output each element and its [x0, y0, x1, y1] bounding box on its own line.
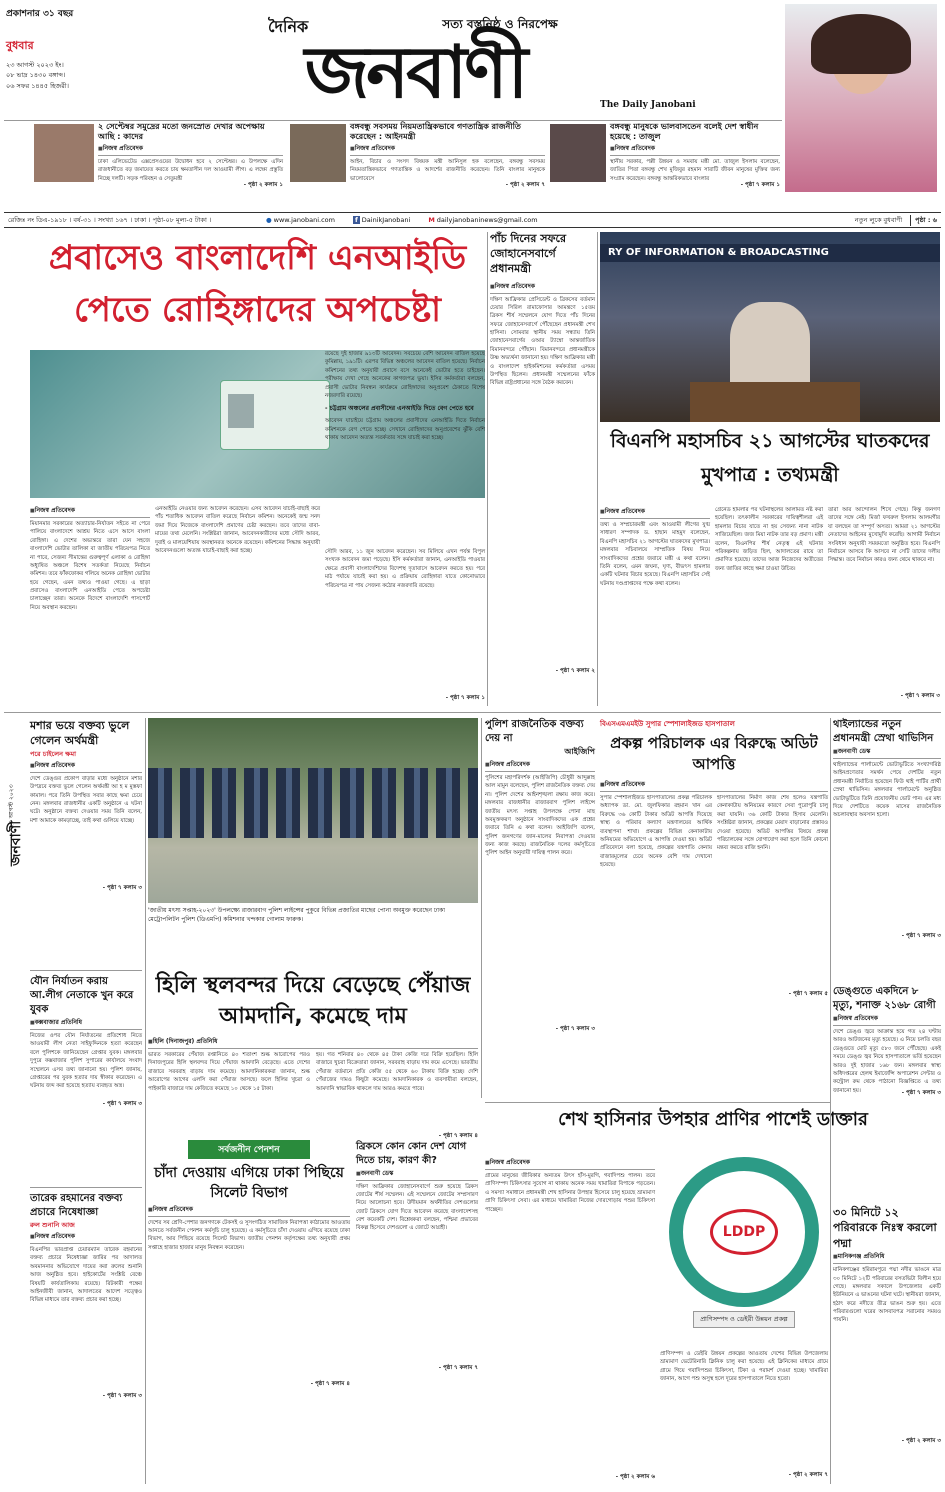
bnp-col1: [600, 506, 710, 706]
side-logo: জনবাণী: [8, 820, 24, 866]
teaser1-body: ঢাকা এলিভেটেড এক্সপ্রেসওয়ের উদ্বোধন হবে ২ সেপ্টেম্বর। এ উপলক্ষে এদিন রাজধানীতে বড় জমায়েত করতে চায় ক্ষমতাসীন দল আওয়ামী লীগ। এ লক্ষ্যে প্রস্তুতি নিচ্ছে দলটি। সড়ক পরিবহন ও সেতুমন্ত্রী: [98, 158, 283, 182]
page-number: পৃষ্ঠা : ৬: [910, 215, 937, 226]
teaser2-body: আইন, বিচার ও সংসদ বিষয়ক মন্ত্রী আনিসুল হক বলেছেন, বঙ্গবন্ধু সবসময় নিয়মতান্ত্রিকভাবে গণতান্ত্রিক ও আদর্শের রাজনীতি করেছেন। তিনি বাংলার মানুষকে ভালোবেসে: [350, 158, 545, 182]
pm-story: [490, 232, 595, 692]
police-headline: পুলিশ রাজনৈতিক বক্তব্য দেয় না: [485, 719, 584, 744]
bsmmu-cont: - পৃষ্ঠা ৭ কলাম ৫: [788, 991, 828, 997]
padma-body: মানিকগঞ্জের হরিরামপুরে পদ্মা নদীর ভাঙনে মাত্র ৩০ মিনিটে ১২টি পরিবারের বসতভিটা বিলীন হয়ে গেছে। মঙ্গলবার সকালে উপজেলার একটি ইউনিয়নে এ ভাঙনের ঘটনা ঘটে। স্থানীয়রা জানান, হঠাৎ করে নদীতে তীব্র ভাঙন শুরু হয়। এতে পরিবারগুলো ঘরের আসবাবপত্র সরানোর সময়ও পায়নি।: [833, 1267, 941, 1324]
hasina-headline: শেখ হাসিনার উপহার প্রাণির পাশেই ডাক্তার: [558, 1109, 868, 1130]
tagline: নতুন লুকে বুধবাণী: [854, 215, 903, 224]
tarek-sub: রুল শুনানি আজ: [30, 1221, 75, 1229]
rape-headline: যৌন নির্যাতন করায় আ.লীগ নেতাকে খুন করে যুবক: [30, 976, 134, 1015]
police-cont: - পৃষ্ঠা ৭ কলাম ৩: [555, 1026, 595, 1032]
lead-col4: [325, 548, 485, 708]
padma-reporter: ■ মানিকগঞ্জ প্রতিনিধি: [833, 1251, 941, 1264]
registration-text: রেজিঃ নং ডিএ-১৯১৮ । বর্ষ-৩১ । সংখ্যা ১৬৭ । ঢাকা । পৃষ্ঠা-০৮ মূল্য-৫ টাকা ।: [8, 215, 212, 224]
thai-body: থাইল্যান্ডের পার্লামেন্টে ভোটাভুটিতে সংখ্যাগরিষ্ঠ আইনপ্রণেতার সমর্থন পেয়ে দেশটির নতুন প্রধানমন্ত্রী নির্বাচিত হয়েছেন ফিউ থাই পার্টির প্রার্থী স্রেথা থাভিসিন। মঙ্গলবার পার্লামেন্টে অনুষ্ঠিত ভোটাভুটিতে তিনি প্রয়োজনীয় ভোট পান। এর মধ্য দিয়ে দেশটিতে কয়েক মাসের রাজনৈতিক অচলাবস্থার অবসান হলো।: [833, 762, 941, 819]
bnp-cont: - পৃষ্ঠা ৭ কলাম ৩: [900, 693, 940, 699]
masthead-dates: [6, 6, 116, 118]
date-bangla: ০৮ ভাদ্র ১৪৩০ বঙ্গাব্দ।: [6, 71, 66, 80]
banner-text: RY OF INFORMATION & BROADCASTING: [600, 244, 940, 262]
ad-portrait-photo: [785, 4, 937, 192]
rule: [145, 718, 146, 1484]
lead-col1: [30, 505, 150, 705]
teaser2: [350, 122, 545, 194]
newspaper-logo: [215, 26, 615, 118]
teaser2-headline: বঙ্গবন্ধু সবসময় নিয়মতান্ত্রিকভাবে গণতান্ত্রিক রাজনীতি করেছেন : আইনমন্ত্রী: [350, 122, 521, 142]
teaser3-reporter: ■ নিজস্ব প্রতিবেদক: [610, 143, 780, 156]
dengue-cont: - পৃষ্ঠা ৭ কলাম ৩: [901, 1090, 941, 1096]
padma-story: [833, 1205, 941, 1485]
brics-body: দক্ষিণ আফ্রিকার জোহানেসবার্গে শুরু হয়েছে ব্রিকস জোটের শীর্ষ সম্মেলন। এই সম্মেলনে জোটের সম্প্রসারণ নিয়ে আলোচনা হবে। উদীয়মান অর্থনীতির দেশগুলোর জোট ব্রিকসে যোগ দিতে আবেদন করেছে বাংলাদেশসহ বেশ কয়েকটি দেশ। বিশ্লেষকরা বলছেন, পশ্চিমা প্রভাবের বিকল্প হিসেবে দেশগুলো এ জোটে আগ্রহী।: [356, 1183, 478, 1232]
rape-cont: - পৃষ্ঠা ৭ কলাম ৩: [102, 1101, 142, 1107]
teaser1-headline: ২ সেপ্টেম্বর সমুদ্রের মতো জনস্রোত দেখার অপেক্ষায় আছি : কাদের: [98, 122, 265, 142]
hili-cont: - পৃষ্ঠা ৭ কলাম ৪: [438, 1133, 478, 1139]
hili-body-col2: হয়। গত শনিবার ৪০ থেকে ৪৫ টাকা কেজি দরে বিক্রি হয়েছিল। হিলি বাজারে খুচরা বিক্রেতারা জানান, সরবরাহ বাড়ায় দাম কমে এসেছে। ভারতীয় পেঁয়াজ বর্তমানে প্রতি কেজি ৫৫ থেকে ৬০ টাকায় বিক্রি হচ্ছে। দেশি পেঁয়াজের দামও কিছুটা কমেছে। আমদানিকারক ও ব্যবসায়ীরা বলছেন, আমদানি স্বাভাবিক থাকলে দাম আরও কমতে পারে।: [316, 1052, 478, 1092]
padma-headline: ৩০ মিনিটে ১২ পরিবারকে নিঃস্ব করলো পদ্মা: [833, 1206, 937, 1250]
police-story: [485, 718, 595, 1032]
lead-col2: [155, 505, 320, 705]
finance-story: [30, 718, 142, 958]
rule: [830, 718, 831, 1484]
teaser1-photo: [34, 124, 94, 182]
rape-story: [30, 975, 142, 1107]
date-hijri: ০৬ সফর ১৪৪৫ হিজরী।: [6, 81, 69, 90]
teaser2-cont: - পৃষ্ঠা ২ কলাম ৭: [505, 181, 545, 188]
bnp-body-col3: তারা আর আন্দোলন শিখে গেছে। কিন্তু জনগণ তাদের সঙ্গে নেই। মির্জা ফখরুল ইসলাম আলমগীর যা বলছেন তা সম্পূর্ণ অসত্য। আমরা ২১ আগস্টের নেতাদের আইনের মুখোমুখি করেছি। আগামী নির্বাচন সংবিধান অনুযায়ী সময়মতো অনুষ্ঠিত হবে। বিএনপি নির্বাচনে আসবে কি আসবে না সেটি তাদের দলীয় সিদ্ধান্ত। তবে নির্বাচন কারও জন্য থেমে থাকবে না।: [828, 507, 940, 564]
finance-cont: - পৃষ্ঠা ৭ কলাম ৩: [102, 884, 142, 891]
police-body: পুলিশের মহাপরিদর্শক (আইজিপি) চৌধুরী আব্দুল্লাহ আল মামুন বলেছেন, পুলিশ রাজনৈতিক বক্তব্য দেয় না। পুলিশ দেশের আইনশৃঙ্খলা রক্ষায় কাজ করে। মঙ্গলবার রাজধানীর রাজারবাগ পুলিশ লাইন্সে জাতীয় মৎস্য সপ্তাহ উপলক্ষে পোনা মাছ অবমুক্তকরণ অনুষ্ঠানে সাংবাদিকদের এক প্রশ্নের জবাবে তিনি এ কথা বলেন। আইজিপি বলেন, পুলিশ জনগণের জান-মালের নিরাপত্তা দেওয়ার জন্য কাজ করছে। রাজনৈতিক দলের কর্মসূচিতে পুলিশ আইন অনুযায়ী দায়িত্ব পালন করে।: [485, 775, 595, 857]
teaser1-reporter: ■ নিজস্ব প্রতিবেদক: [98, 143, 283, 156]
bnp-headline: বিএনপি মহাসচিব ২১ আগস্টের ঘাতকদের মুখপাত্র : তথ্যমন্ত্রী: [610, 430, 930, 486]
lead-subhead: - চট্টগ্রাম অঞ্চলের প্রবাসীদের এনআইডি দিতে বেগ পেতে হবে: [325, 405, 474, 413]
hasina-cont2: - পৃষ্ঠা ২ কলাম ৭: [788, 1472, 828, 1478]
hasina-reporter: ■ নিজস্ব প্রতিবেদক: [485, 1157, 655, 1170]
lead-body-col3b: আবেদন যাচাইয়ে চট্টগ্রাম অঞ্চলের প্রবাসীদের এনআইডি দিতে নির্বাচন কমিশনকে বেগ পেতে হচ্ছে। সেখানে রোহিঙ্গাদের অনুপ্রবেশের ঝুঁকি বেশি থাকায় আবেদন অত্যন্ত সতর্কতার সঙ্গে যাচাই করা হচ্ছে।: [325, 418, 485, 441]
hili-body: [148, 1036, 478, 1139]
pension-headline: চাঁদা দেওয়ায় এগিয়ে ঢাকা পিছিয়ে সিলেট বিভাগ: [154, 1165, 344, 1202]
teaser3: [610, 122, 780, 194]
pension-body: দেশের সব শ্রেণি-পেশার জনগণকে টেকসই ও সুসংগঠিত সামাজিক নিরাপত্তা কাঠামোর আওতায় আনতে সর্বজনীন পেনশন কর্মসূচি চালু হয়েছে। এ কর্মসূচিতে চাঁদা দেওয়ায় এগিয়ে রয়েছে ঢাকা বিভাগ, আর পিছিয়ে রয়েছে সিলেট বিভাগ। জাতীয় পেনশন কর্তৃপক্ষের তথ্য অনুযায়ী প্রথম সপ্তাহে হাজার হাজার মানুষ নিবন্ধন করেছেন।: [148, 1219, 350, 1251]
bsmmu-reporter: ■ নিজস্ব প্রতিবেদক: [600, 779, 828, 792]
tarek-story: [30, 1192, 142, 1482]
weekday: বুধবার: [6, 39, 34, 52]
bnp-reporter: ■ নিজস্ব প্রতিবেদক: [600, 506, 710, 519]
lddp-caption: প্রাণিসম্পদ ও ডেইরী উন্নয়ন প্রকল্প: [693, 1311, 795, 1328]
slogan: সত্য বস্তুনিষ্ঠ ও নিরপেক্ষ: [442, 17, 558, 31]
padma-cont: - পৃষ্ঠা ২ কলাম ৩: [901, 1438, 941, 1445]
teaser3-cont: - পৃষ্ঠা ৭ কলাম ১: [740, 181, 780, 188]
thai-headline: থাইল্যান্ডের নতুন প্রধানমন্ত্রী স্রেথা থাভিসিন: [833, 719, 934, 744]
english-name: The Daily Janobani: [600, 100, 696, 110]
pm-headline: পাঁচ দিনের সফরে জোহানেসবার্গে প্রধানমন্ত্রী: [490, 232, 566, 275]
bsmmu-body-col1: সুপার স্পেশালাইজড হাসপাতালের প্রকল্প পরিচালক অধ্যাপক ডা. মো. জুলফিকার রহমান খান এর বিরুদ্ধে ৩৬ কোটি টাকার অডিট আপত্তি দিয়েছে স্বাস্থ্য ও পরিবার কল্যাণ মন্ত্রণালয়ের আর্থিক ব্যবস্থাপনা শাখা। প্রকল্পের বিভিন্ন কেনাকাটায় অনিয়মের অভিযোগে এ আপত্তি দেওয়া হয়। অডিট প্রতিবেদনে বলা হয়েছে, প্রকল্পের যন্ত্রপাতি কেনায় বাজারমূল্যের চেয়ে অনেক বেশি দাম দেখানো হয়েছে।: [600, 795, 712, 868]
hasina-body-col2: প্রাণিসম্পদ ও ডেইরি উন্নয়ন প্রকল্পের আওতায় দেশের বিভিন্ন উপজেলায় ভ্রাম্যমাণ ভেটেরিনারি ক্লিনিক চালু করা হয়েছে। এই ক্লিনিকের মাধ্যমে গ্রামে গ্রামে গিয়ে গবাদিপশুর চিকিৎসা, টিকা ও পরামর্শ দেওয়া হচ্ছে। খামারিরা জানান, আগে পশু অসুস্থ হলে দূরের হাসপাতালে নিতে হতো।: [660, 1351, 828, 1383]
pension-story: [148, 1140, 350, 1485]
rule: [4, 712, 941, 713]
brics-headline: ব্রিকসে কোন কোন দেশ যোগ দিতে চায়, কারণ কী?: [356, 1141, 467, 1166]
thai-cont: - পৃষ্ঠা ৭ কলাম ৩: [901, 933, 941, 939]
lead-col3: [325, 350, 485, 545]
brics-cont: - পৃষ্ঠা ৭ কলাম ৭: [438, 1364, 478, 1371]
hasina-body-col1: গ্রামের মানুষের জীবিকার অন্যতম উৎস হাঁস-মুরগি, গবাদিপশু পালন। তবে প্রাণিসম্পদ চিকিৎসার সুযোগ না থাকায় অনেক সময় খামারিরা বিপাকে পড়তেন। এ সমস্যা সমাধানে প্রধানমন্ত্রী শেখ হাসিনার উপহার হিসেবে চালু হয়েছে ভ্রাম্যমাণ প্রাণি চিকিৎসা সেবা। এর মাধ্যমে খামারিরা নিজের দোরগোড়ায় পশুর চিকিৎসা পাচ্ছেন।: [485, 1173, 655, 1213]
thai-reporter: ■ জনবাণী ডেস্ক: [833, 746, 941, 759]
globe-icon: ●: [266, 216, 272, 224]
police-reporter: ■ নিজস্ব প্রতিবেদক: [485, 759, 595, 772]
tarek-body: বিএনপির ভারপ্রাপ্ত চেয়ারম্যান তারেক রহমানের বক্তব্য প্রচারে নিষেধাজ্ঞা জারির পর আদালত অবমাননার অভিযোগে দায়ের করা রুলের শুনানি আজ অনুষ্ঠিত হবে। হাইকোর্টের সংশ্লিষ্ট বেঞ্চে বিষয়টি কার্যতালিকায় রয়েছে। রিটকারী পক্ষের আইনজীবী জানান, আদালতের আদেশ সত্ত্বেও বিভিন্ন মাধ্যমে তার বক্তব্য প্রচার করা হচ্ছে।: [30, 1247, 142, 1304]
facebook-icon: f: [354, 216, 358, 224]
finance-reporter: ■ নিজস্ব প্রতিবেদক: [30, 760, 142, 773]
website-link[interactable]: ● www.janobani.com: [266, 216, 335, 224]
bsmmu-headline: প্রকল্প পরিচালক এর বিরুদ্ধে অডিট আপত্তি: [610, 734, 818, 773]
teaser3-headline: বঙ্গবন্ধু মানুষকে ভালবাসতেন বলেই দেশ স্বাধীন হয়েছে : তাজুল: [610, 122, 759, 142]
info-bar: [4, 212, 941, 228]
lddp-logo-text: LDDP: [710, 1209, 778, 1255]
date-english: ২৩ আগস্ট ২০২৩ ইং।: [6, 61, 64, 69]
lead-body-col3: রয়েছে দুই হাজার ৯১৩টি আবেদন। সবচেয়ে বেশি আবেদন বাতিল হয়েছে কুমিল্লায়, ১৯১টি। এরপর বিভিন্ন অঞ্চলের আবেদন বাতিল হয়েছে। নির্বাচন কমিশনের তথ্য অনুযায়ী প্রবাসে বসে অনেকেই ভোটার হতে চাইছেন। পরীক্ষায় দেখা গেছে অনেকের কাগজপত্র ভুয়া। ইসির কর্মকর্তারা বলছেন, প্রবাসী ভোটার নিবন্ধন কার্যক্রমে রোহিঙ্গাদের অনুপ্রবেশ ঠেকাতে বিশেষ নজরদারি রয়েছে।: [325, 351, 485, 399]
photo-caption: 'জাতীয় মৎস্য সপ্তাহ-২০২৩' উপলক্ষ্যে রাজারবাগ পুলিশ লাইন্সের পুকুরে বিভিন্ন প্রজাতির মাছের পোনা অবমুক্ত করেছেন ঢাকা মেট্রোপলিটন পুলিশ (ডিএমপি) কমিশনার খন্দকার গোলাম ফারুক।: [148, 907, 445, 923]
pension-cont: - পৃষ্ঠা ৭ কলাম ৪: [310, 1380, 350, 1387]
pension-reporter: ■ নিজস্ব প্রতিবেদক: [148, 1204, 350, 1217]
tarek-reporter: ■ নিজস্ব প্রতিবেদক: [30, 1231, 142, 1244]
mail-icon: M: [428, 216, 435, 224]
brics-reporter: ■ জনবাণী ডেস্ক: [356, 1168, 478, 1181]
lead-body-col1: মিয়ানমার সরকারের অত্যাচার-নির্যাতন সইতে না পেরে পালিয়ে বাংলাদেশে আশ্রয় নিতে এসে আসে বাংলা রোহিঙ্গা। এ দেশের অভ্যন্তরে তারা যেন সহজে বাংলাদেশি ভোটার তালিকা বা জাতীয় পরিচয়পত্র নিতে না পারে, সেজন্য সীমান্তের গুরুত্বপূর্ণ এলাকা ও রোহিঙ্গা অধ্যুষিত অঞ্চলে বিশেষ সতর্কতা নিয়েছে নির্বাচন কমিশন। তবে ফাঁকফোকর গলিয়ে অনেক রোহিঙ্গা ভোটার হয়ে গেছেন, এমন তথ্যও পাওয়া গেছে। এ ছাড়া প্রবাসেও বাংলাদেশি এনআইডি পেতে অপচেষ্টা চালাচ্ছেন তারা। অনেকে বিদেশে বাংলাদেশি পাসপোর্ট নিয়ে অবস্থান করছেন।: [30, 521, 150, 611]
lead-body-col2: এনআইডি নেওয়ার জন্য আবেদন করেছেন। এসব আবেদন যাচাই-বাছাই করে পাঁচ শতাধিক আবেদন বাতিল করেছে নির্বাচন কমিশন। অনেকেই জন্ম সনদ জমা দিয়ে নিজেকে বাংলাদেশি প্রমাণের চেষ্টা করছেন। তবে তাদের বাবা-মায়ের তথ্য মেলেনি। সংশ্লিষ্টরা জানান, আবেদনকারীদের মধ্যে সৌদি আরব, দুবাই ও মালয়েশিয়ায় অবস্থানরত অনেকে রয়েছেন। কমিশনের সিদ্ধান্ত অনুযায়ী আবেদনগুলো অত্যন্ত যাচাই-বাছাই করা হচ্ছে।: [155, 506, 320, 554]
dengue-body: দেশে ডেঙ্গু জ্বরে আক্রান্ত হয়ে গত ২৪ ঘণ্টায় আরও আটজনের মৃত্যু হয়েছে। এ নিয়ে চলতি বছর ডেঙ্গুতে মোট মৃত্যু ৫৮০ জনে পৌঁছেছে। একই সময়ে ডেঙ্গু জ্বর নিয়ে হাসপাতালে ভর্তি হয়েছেন আরও দুই হাজার ১৬৮ জন। মঙ্গলবার স্বাস্থ্য অধিদপ্তরের হেলথ ইমার্জেন্সি অপারেশন সেন্টার ও কন্ট্রোল রুম থেকে পাঠানো বিজ্ঞপ্তিতে এ তথ্য জানানো হয়।: [833, 1029, 941, 1094]
teaser1: [98, 122, 283, 194]
rule: [597, 232, 598, 706]
pm-body: দক্ষিণ আফ্রিকার প্রেসিডেন্ট ও ব্রিকসের বর্তমান চেয়ার সিরিল রামাফোসার আমন্ত্রণে ১৫তম ব্রিকস শীর্ষ সম্মেলনে যোগ দিতে পাঁচ দিনের সফরে জোহানেসবার্গে পৌঁছেছেন প্রধানমন্ত্রী শেখ হাসিনা। সোমবার স্থানীয় সময় সন্ধ্যায় তিনি জোহানেসবার্গের ওআর ট্যাম্বো আন্তর্জাতিক বিমানবন্দরে পৌঁছান। বিমানবন্দরে প্রধানমন্ত্রীকে উষ্ণ অভ্যর্থনা জানানো হয়। দক্ষিণ আফ্রিকার মন্ত্রী ও বাংলাদেশ হাইকমিশনের কর্মকর্তারা এসময় উপস্থিত ছিলেন। প্রধানমন্ত্রী সম্মেলনের ফাঁকে বিভিন্ন রাষ্ট্রপ্রধানের সঙ্গে বৈঠক করবেন।: [490, 296, 596, 387]
hili-headline: হিলি স্থলবন্দর দিয়ে বেড়েছে পেঁয়াজ আমদানি, কমেছে দাম: [155, 973, 471, 1029]
email-link[interactable]: M dailyjanobaninews@gmail.com: [428, 216, 538, 224]
rape-reporter: ■ কক্সবাজার প্রতিনিধি: [30, 1017, 142, 1030]
dainik-label: দৈনিক: [268, 17, 309, 36]
hili-body-col1: ভারত সরকারের পেঁয়াজ রপ্তানিতে ৪০ শতাংশ শুল্ক আরোপের পরও দিনাজপুরের হিলি স্থলবন্দর দিয়ে পেঁয়াজ আমদানি বেড়েছে। এতে দেশের বাজারে সরবরাহ বাড়ায় দাম কমেছে। আমদানিকারকরা জানান, শুল্ক আরোপের আগের এলসি করা পেঁয়াজ আসছে। ফলে হিলির খুচরা ও পাইকারি বাজারে দাম কেজিতে কমেছে ১০ থেকে ১৫ টাকা।: [148, 1052, 310, 1092]
pension-kicker: সর্বজনীন পেনশন: [188, 1140, 310, 1159]
bnp-body-col2: গ্রেনেড হামলার পর ঘটনাস্থলের আলামত নষ্ট করা হয়েছিল। তৎকালীন সরকারের দায়িত্বশীলরা এই হামলার বিচার যাতে না হয় সেজন্য নানা নাটক সাজিয়েছিল। জজ মিয়া নাটক তার বড় প্রমাণ। মন্ত্রী বলেন, বিএনপির শীর্ষ নেতৃত্ব এই ঘটনার পরিকল্পনায় জড়িত ছিল, আদালতের রায়ে তা প্রমাণিত হয়েছে। তাদের আজ নিজেদের অতীতের জন্য জাতির কাছে ক্ষমা চাওয়া উচিত।: [715, 507, 823, 572]
dengue-headline: ডেঙ্গুতে একদিনে ৮ মৃত্যু, শনাক্ত ২১৬৮ রোগী: [833, 986, 936, 1011]
lead-body-col4: সৌদি আরব, ১১ জুন আবেদন করেছেন। সব মিলিয়ে এখন পর্যন্ত বিপুল সংখ্যক আবেদন জমা পড়েছে। ইসি কর্মকর্তারা জানান, এনআইডি পাওয়ার ক্ষেত্রে প্রবাসী বাংলাদেশিদের বিদেশস্থ দূতাবাসে আবেদন করতে হয়। পরে মাঠ পর্যায়ে যাচাই করা হয়। এ প্রক্রিয়ায় রোহিঙ্গারা যাতে কোনোভাবে পরিচয়পত্র না পায় সেজন্য কঠোর নজরদারি রয়েছে।: [325, 549, 485, 589]
hasina-col1: [485, 1157, 655, 1487]
logo-text: জনবাণী: [304, 30, 526, 114]
bnp-col2: [715, 506, 823, 706]
bsmmu-kicker: বিএসএমএমইউ সুপার স্পেশালাইজড হাসপাতাল: [600, 720, 735, 728]
facebook-link[interactable]: f DainikJanobani: [354, 216, 411, 224]
lead-headline: প্রবাসেও বাংলাদেশি এনআইডি পেতে রোহিঙ্গাদের অপচেষ্টা: [48, 238, 467, 330]
police-fish-photo: [148, 718, 478, 903]
police-sub: আইজিপি: [564, 747, 595, 756]
teaser3-body: স্থানীয় সরকার, পল্লী উন্নয়ন ও সমবায় মন্ত্রী মো. তাজুল ইসলাম বলেছেন, জাতির পিতা বঙ্গবন্ধু শেখ মুজিবুর রহমান সারাটি জীবন মানুষের মুক্তির জন্য সংগ্রাম করেছেন। বঙ্গবন্ধু আন্তরিকভাবে বাংলার: [610, 158, 780, 182]
rule: [30, 970, 142, 971]
bsmmu-body-col2: হাসপাতালের নির্মাণ কাজ শেষ হলেও যন্ত্রপাতি কেনাকাটায় অনিয়মের কারণে সেবা পুরোপুরি চালু করা যায়নি। ৩৬ কোটি টাকার হিসাব মেলেনি। সংশ্লিষ্টরা জানান, প্রকল্পের মেয়াদ বাড়ানোর প্রস্তাবও দেওয়া হয়েছে। অডিট আপত্তির বিষয়ে প্রকল্প পরিচালকের সঙ্গে যোগাযোগ করা হলে তিনি কোনো মন্তব্য করতে রাজি হননি।: [717, 795, 828, 852]
rule: [30, 1187, 142, 1188]
lddp-logo: [660, 1157, 828, 1347]
finance-body: দেশে ডেঙ্গুর প্রকোপ বাড়ার মধ্যে অনুষ্ঠানে মশার উপদ্রবে বক্তব্য ভুলে গেলেন অর্থমন্ত্রী আ হ ম মুস্তফা কামাল। পরে তিনি উপস্থিত সবার কাছে ক্ষমা চেয়ে নেন। মঙ্গলবার রাজধানীর একটি অনুষ্ঠানে এ ঘটনা ঘটে। অনুষ্ঠানে বক্তব্য দেওয়ার সময় তিনি বলেন, মশা আমাকে কামড়াচ্ছে, তাই কথা গুলিয়ে যাচ্ছে।: [30, 775, 142, 824]
teaser2-photo: [290, 124, 346, 182]
bsmmu-story: [600, 718, 828, 1018]
dengue-reporter: ■ নিজস্ব প্রতিবেদক: [833, 1013, 941, 1026]
dengue-story: [833, 985, 941, 1115]
teaser3-photo: [550, 124, 606, 182]
pm-reporter: ■ নিজস্ব প্রতিবেদক: [490, 281, 595, 294]
side-date: ২৩ আগস্ট ২০২৩: [8, 784, 15, 828]
hasina-col2: [660, 1350, 828, 1485]
hasina-cont: - পৃষ্ঠা ২ কলাম ৬: [615, 1474, 655, 1480]
bnp-col3: [828, 506, 940, 706]
lddp-emblem-icon: [669, 1157, 819, 1307]
bnp-photo-press: [600, 232, 940, 422]
brics-story: [356, 1140, 478, 1485]
lead-reporter: ■ নিজস্ব প্রতিবেদক: [30, 505, 150, 518]
pm-cont: - পৃষ্ঠা ৭ কলাম ২: [555, 667, 595, 674]
tarek-cont: - পৃষ্ঠা ৭ কলাম ৩: [102, 1393, 142, 1399]
lead-cont: - পৃষ্ঠা ৭ কলাম ১: [445, 695, 485, 701]
teaser2-reporter: ■ নিজস্ব প্রতিবেদক: [350, 143, 545, 156]
bnp-body-col1: তথ্য ও সম্প্রচারমন্ত্রী এবং আওয়ামী লীগের যুগ্ম সাধারণ সম্পাদক ড. হাছান মাহমুদ বলেছেন, বিএনপি মহাসচিব ২১ আগস্টের ঘাতকদের মুখপাত্র। মঙ্গলবার সচিবালয়ে সাম্প্রতিক বিষয় নিয়ে সাংবাদিকদের প্রশ্নের জবাবে মন্ত্রী এ কথা বলেন। তিনি বলেন, এমন জঘন্য, ঘৃণ্য, বীভৎস হামলার একটি ঘটনার বিচার হয়েছে। বিএনপি মহাসচিব সেই ঘটনায় দণ্ডপ্রাপ্তদের পক্ষে কথা বলেন।: [600, 522, 710, 587]
finance-sub: পরে চাইলেন ক্ষমা: [30, 749, 76, 758]
rule: [4, 120, 782, 121]
side-strip: [4, 718, 28, 868]
hili-reporter: ■ হিলি (দিনাজপুর) প্রতিনিধি: [148, 1036, 478, 1049]
year-label: প্রকাশনার ৩১ বছর: [6, 9, 74, 19]
thai-story: [833, 718, 941, 976]
finance-headline: মশার ভয়ে বক্তব্য ভুলে গেলেন অর্থমন্ত্রী: [30, 719, 130, 748]
rule: [481, 718, 482, 1098]
teaser1-cont: - পৃষ্ঠা ২ কলাম ১: [243, 181, 283, 188]
tarek-headline: তারেক রহমানের বক্তব্য প্রচারে নিষেধাজ্ঞা: [30, 1193, 123, 1218]
rule: [485, 1102, 830, 1103]
rule: [487, 232, 488, 706]
rape-body: নিজের ওপর যৌন নির্যাতনের প্রতিশোধ নিতে আওয়ামী লীগ নেতা সাইফুদ্দিনকে হত্যা করেছেন বলে পুলিশকে জানিয়েছেন গ্রেপ্তার যুবক। মঙ্গলবার দুপুরে কক্সবাজার পুলিশ সুপারের কার্যালয়ে সংবাদ সম্মেলনে এসব তথ্য জানানো হয়। পুলিশ জানায়, গ্রেপ্তারের পর যুবক হত্যার দায় স্বীকার করেছেন। এ ঘটনায় জব্দ করা হয়েছে হত্যায় ব্যবহৃত অস্ত্র।: [30, 1033, 142, 1090]
